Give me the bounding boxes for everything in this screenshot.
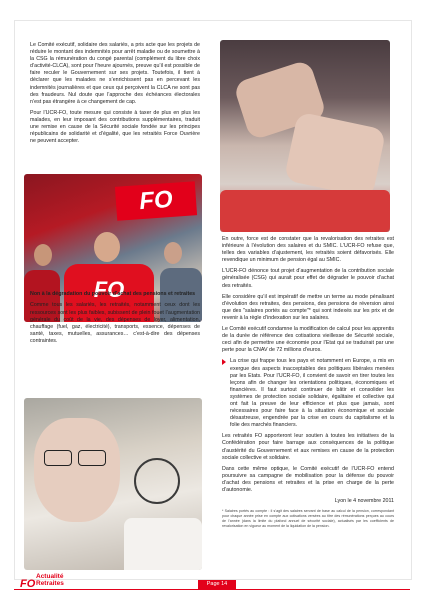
paragraph: Comme tous les salariés, les retraités, notamment ceux dont les ressources sont les plus faibles, subissent de plein fouet l’augmentation générale du coût de la vie, des dépenses de loyer, alimentation, chauffage (fuel, gaz, électricité), transports, essence, dépenses de santé, taxes, mutuelles, assurances… c’est-à-dire des dépenses contraintes. (30, 302, 200, 344)
logo-line: Actualité (36, 573, 64, 580)
paragraph: Les retraités FO apporteront leur soutien à toutes les initiatives de la Confédération pour faire barrage aux conséquences de la politique d’austérité du Gouvernement et aux remises en cause de la protection sociale collective et solidaire. (222, 433, 394, 461)
publication-logo (20, 573, 64, 592)
page-number: Page 14 (198, 580, 236, 589)
paragraph: Elle considère qu’il est impératif de mettre un terme au mode pénalisant d’évolution des retraites, des pensions, des pensions de réversion ainsi que des "salaires portés au compte"* qui sont indexés sur les prix et de revenir à la règle d’indexation sur les salaires. (222, 293, 394, 321)
paragraph: Pour l’UCR-FO, toute mesure qui consiste à taxer de plus en plus les malades, en leur imposant des contributions supplémentaires, traduit une remise en cause de la Sécurité sociale fondée sur les principes républicains de solidarité et d’égalité, que les retraités Force Ouvrière ne peuvent accepter. (30, 109, 200, 145)
footer-rule (14, 589, 410, 590)
signature-date: Lyon le 4 novembre 2011 (334, 498, 394, 505)
photo-spacer (30, 149, 200, 291)
glasses-lens (78, 450, 106, 466)
fo-shirt: FO (64, 264, 154, 322)
nurse-coat (124, 518, 202, 570)
paragraph: En outre, force est de constater que la revalorisation des retraites est inférieure à l’évolution des salaires et du SMIC. L’UCR-FO refuse que, telles des variables d’ajustement, les retraités soient défavorisés. Elle revendique un minimum de pension égal au SMIC. (222, 236, 394, 264)
logo-line: Retraites (36, 579, 64, 587)
section-heading: Non à la dégradation du pouvoir d’achat des pensions et retraites (30, 291, 196, 298)
paragraph: L’UCR-FO dénonce tout projet d’augmentation de la contribution sociale généralisée (CSG) qui aurait pour effet de dégrader le pouvoir d’achat des retraités. (222, 268, 394, 289)
fo-flag: FO (115, 181, 197, 220)
stethoscope (134, 458, 180, 504)
hand-shape (284, 111, 387, 198)
paragraph: Le Comité exécutif condamne la modification de calcul pour les apprentis de la durée de référence des cotisations vieillesse de Sécurité sociale, ceci afin de permettre une économie pour l’Etat qui se traduirait par une perte pour la CNAV de 72 millions d’euros. (222, 326, 394, 354)
elderly-woman-face (34, 418, 120, 522)
fo-logo-mark: FO (20, 578, 36, 590)
paragraph: Le Comité exécutif, solidaire des salariés, a pris acte que les projets de réduire le montant des indemnités pour arrêt maladie ou de soumettre à la CSG la rémunération du congé parental (complément du libre choix d’activité-CLCA), sont pour l’heure ajournés, preuve qu’il est possible de faire reculer le Gouvernement sur ses projets. Toutefois, il tient à déclarer que les malades ne s’enrichissent pas en percevant les indemnités journalières et que ceux qui perçoivent la CLCA ne sont pas des fraudeurs. Nul doute que l’approche des échéances électorales n’est pas étrangère à ce changement de cap. (30, 42, 200, 105)
glasses-lens (44, 450, 72, 466)
paragraph: Dans cette même optique, le Comité exécutif de l’UCR-FO entend poursuivre sa campagne de mobilisation pour la défense du pouvoir d’achat des pensions et retraites et la prise en charge de la perte d’autonomie. (222, 465, 394, 493)
bullet-paragraph: La crise qui frappe tous les pays et notamment en Europe, a mis en exergue des aspects inacceptables des politiques libérales menées par les Etats. Pour l’UCR-FO, il convient de savoir en tirer toutes les leçons afin de changer les orientations politiques, économiques et financières. Il faut surtout continuer de bâtir et consolider les systèmes de protection sociale solidaire, égalitaire et collective qui ont fait la preuve de leur efficience et plus que jamais, sont nécessaires pour faire face à la situation économique et sociale désastreuse, engendrée par la crise en cours du capitalisme et la folie des marchés financiers. (222, 358, 394, 429)
photo-nurse-patient (24, 398, 202, 570)
red-sleeve (220, 190, 390, 232)
photo-elderly-hands (220, 40, 390, 232)
left-column (30, 42, 200, 349)
right-column (222, 236, 394, 532)
footnote: * Salaires portés au compte : il s’agit des salaires servant de base au calcul de la pension, correspondant pour chaque année prise en compte aux cotisations versées au titre des rémunérations perçues au cours de l’année (dans la limite du plafond annuel de sécurité sociale), actualisés par les coefficients de revalorisation en vigueur au moment de la liquidation de la pension. (222, 509, 394, 528)
logo-title (36, 574, 64, 587)
